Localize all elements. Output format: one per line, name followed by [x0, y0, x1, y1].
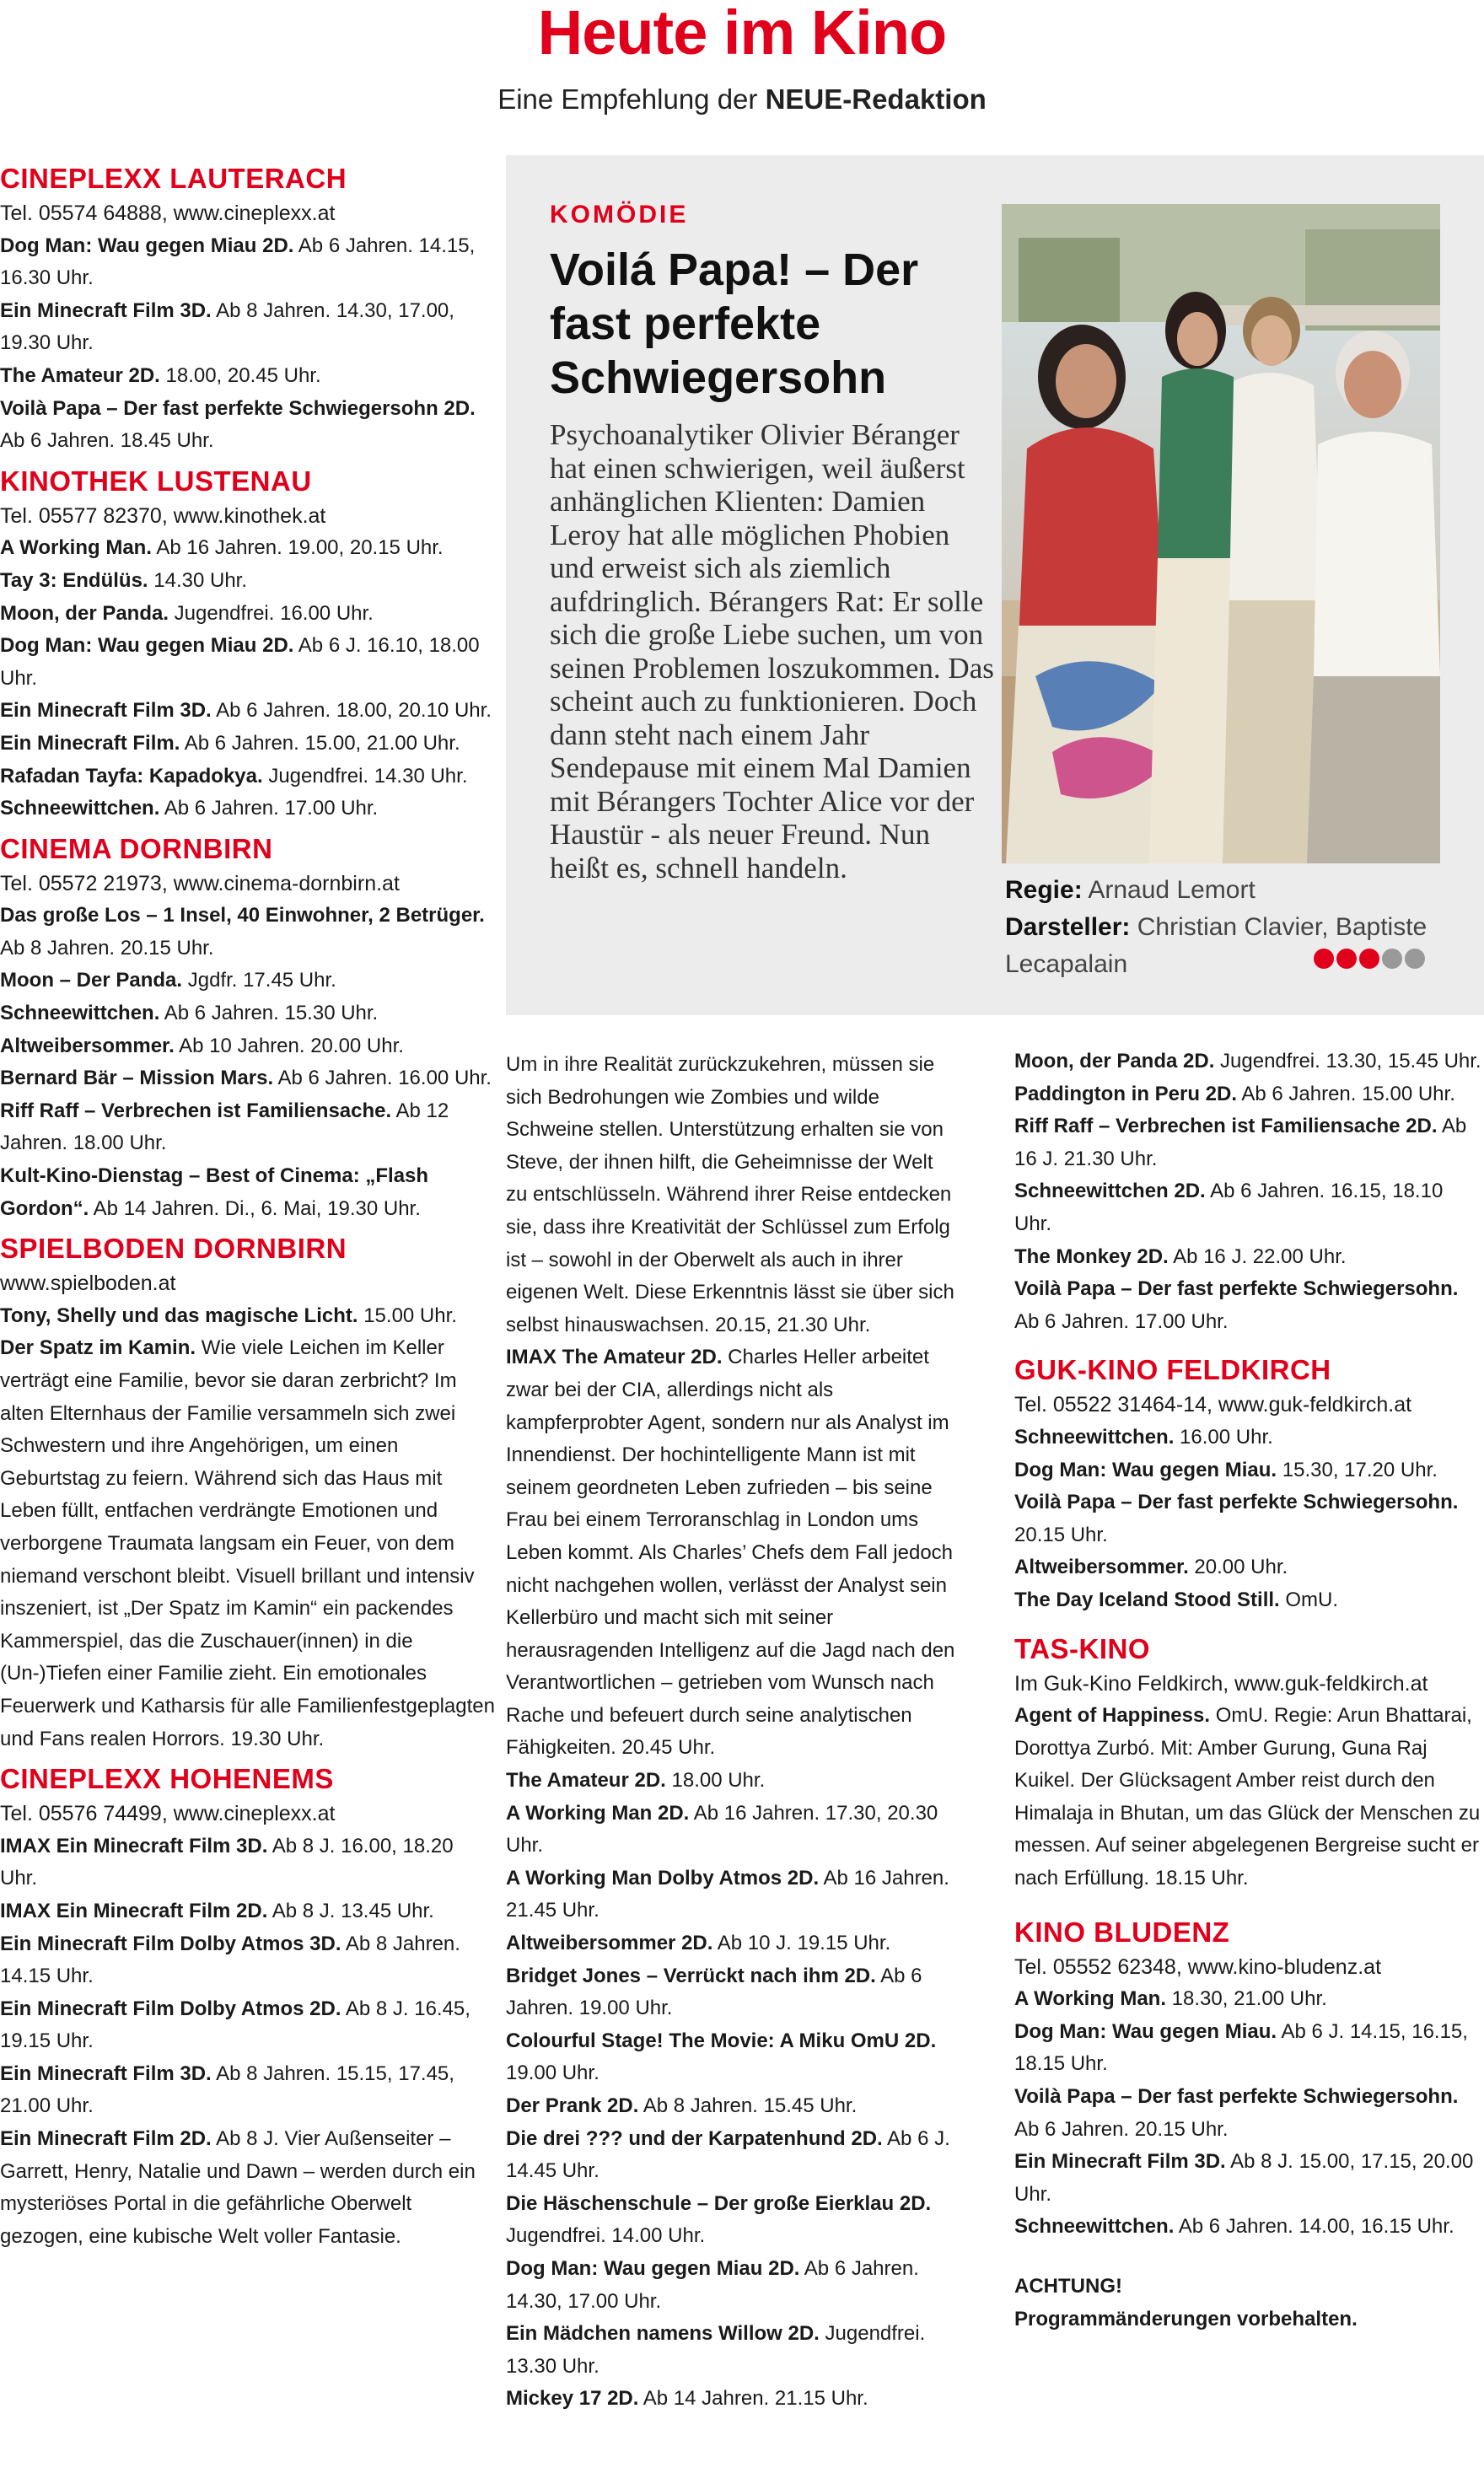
listing-entry — [506, 1798, 955, 1863]
film-details: Ab 16 Jahren. 21.45 Uhr. — [506, 1866, 949, 1922]
feature-synopsis: Psychoanalytiker Olivier Béranger hat einen schwierigen, weil äußerst anhänglichen Klienten: Damien Leroy hat alle möglichen Phobien und erweist sich als ziemlich aufdringlich. Bérangers Rat: Er solle sich die große Liebe suchen, um von seinen Problemen loszukommen. Das scheint auch zu funktionieren. Doch dann steht nach einem Jahr Sendepause mit einem Mal Damien mit Bérangers Tochter Alice vor der Haustür - als neuer Freund. Nun heißt es, schnell handeln. — [550, 418, 994, 884]
film-title: Ein Minecraft Film 3D. — [0, 699, 212, 723]
film-title: IMAX The Amateur 2D. — [506, 1346, 723, 1369]
film-title: Tony, Shelly und das magische Licht. — [0, 1304, 358, 1327]
cinema-contact: Tel. 05572 21973, www.cinema-dornbirn.at — [0, 871, 400, 895]
listing-entry — [0, 630, 496, 695]
listing-entry — [0, 1030, 496, 1063]
cinema-block-cineplexx-hohenems — [0, 1761, 496, 2253]
film-details: 16.00 Uhr. — [1174, 1425, 1273, 1449]
film-title: Dog Man: Wau gegen Miau. — [1014, 2019, 1277, 2043]
film-details: OmU. Regie: Arun Bhattarai, Dorottya Zurbó. Mit: Amber Gurung, Guna Raj Kuikel. Der Glücksagent Amber reist durch den Himalaja in Bhutan, um das Glück der Menschen zu messen. Auf seiner abgelegenen Bergreise sucht er nach Erfüllung. 18.15 Uhr. — [1014, 1704, 1481, 1890]
film-details: Ab 6 Jahren. 19.00 Uhr. — [506, 1964, 922, 2020]
film-title: Riff Raff – Verbrechen ist Familiensache. — [0, 1099, 392, 1122]
cinema-contact: Tel. 05522 31464-14, www.guk-feldkirch.at — [1014, 1393, 1412, 1417]
cinema-name: CINEMA DORNBIRN — [0, 832, 273, 864]
listing-entry — [506, 1927, 955, 1960]
cinema-block-kinothek-lustenau — [0, 463, 496, 825]
film-details: Ab 6 J. 16.10, 18.00 Uhr. — [0, 634, 480, 690]
notice-text: Programmänderungen vorbehalten. — [1014, 2307, 1358, 2330]
listing-entry — [1014, 1175, 1483, 1240]
film-title: The Amateur 2D. — [0, 363, 160, 387]
listing-entry — [1014, 1046, 1483, 1078]
film-details: 14.30 Uhr. — [148, 568, 248, 592]
listing-column-3 — [1014, 1046, 1483, 2336]
film-title: IMAX Ein Minecraft Film 2D. — [0, 1899, 268, 1922]
feature-title: Voilá Papa! – Der fast perfekte Schwiegersohn — [550, 245, 919, 403]
film-title: Ein Minecraft Film. — [0, 731, 180, 755]
film-details: Ab 8 J. Vier Außenseiter – Garrett, Henry, Natalie und Dawn – werden durch ein mysteriöses Portal in die gefährliche Oberwelt gezogen, eine kubische Welt voller Fantasie. — [0, 2127, 476, 2248]
film-title: Altweibersommer. — [0, 1034, 175, 1057]
film-details: Ab 6 Jahren. 14.00, 16.15 Uhr. — [1174, 2215, 1454, 2239]
notice-block — [1014, 2271, 1483, 2336]
film-details: Jugendfrei. 14.00 Uhr. — [506, 2224, 706, 2248]
listing-entry — [0, 1062, 496, 1095]
film-title: Der Prank 2D. — [506, 2094, 639, 2117]
film-title: Bernard Bär – Mission Mars. — [0, 1067, 274, 1090]
listing-entry — [506, 1960, 955, 2025]
cinema-contact: Tel. 05552 62348, www.kino-bludenz.at — [1014, 1954, 1382, 1979]
cinema-block-cineplexx-lauterach — [0, 160, 496, 458]
film-details: Jugendfrei. 13.30, 15.45 Uhr. — [1214, 1050, 1481, 1072]
film-details: Ab 8 J. 16.00, 18.20 Uhr. — [0, 1834, 454, 1890]
listing-entry — [506, 2123, 955, 2188]
film-title: Paddington in Peru 2D. — [1014, 1082, 1238, 1105]
director-name: Arnaud Lemort — [1082, 876, 1255, 904]
listing-continuation: Um in ihre Realität zurückzukehren, müssen sie sich Bedrohungen wie Zombies und wilde Schweine stellen. Unterstützung erhalten sie von Steve, der ihnen hilft, die Geheimnisse der Welt zu entschlüsseln. Während ihrer Reise entdecken sie, dass ihre Kreativität der Schlüssel zum Erfolg ist – sowohl in der Oberwelt als auch in ihrer eigenen Welt. Diese Erkenntnis lässt sie über sich selbst hinauswachsen. 20.15, 21.30 Uhr. — [506, 1053, 954, 1336]
film-details: Ab 12 Jahren. 18.00 Uhr. — [0, 1099, 449, 1155]
film-title: Dog Man: Wau gegen Miau 2D. — [0, 634, 294, 658]
film-details: Charles Heller arbeitet zwar bei der CIA, allerdings nicht als kampferprobter Agent, sondern nur als Analyst im Innendienst. Der hochintelligente Mann ist mit seinem geordneten Leben zufrieden – bis seine Frau bei einem Terroranschlag in London ums Leben kommt. Als Charles’ Chefs dem Fall jedoch nicht nachgehen wollen, verlässt der Analyst sein Kellerbüro und macht sich mit seiner herausragenden Intelligenz auf die Jagd nach den Verantwortlichen – getrieben vom Wunsch nach Rache und befeuert durch seine analytischen Fähigkeiten. 20.45 Uhr. — [506, 1346, 955, 1760]
listing-entry — [506, 2253, 955, 2318]
cast-label: Darsteller: — [1005, 913, 1131, 941]
film-details: Ab 6 Jahren. 18.45 Uhr. — [0, 429, 214, 453]
listing-entry — [1014, 1700, 1483, 1895]
film-title: IMAX Ein Minecraft Film 3D. — [0, 1834, 268, 1857]
cinema-contact: www.spielboden.at — [0, 1271, 176, 1296]
film-still-photo — [1002, 204, 1440, 863]
film-details: 20.15 Uhr. — [1014, 1523, 1108, 1546]
listing-entry — [1014, 1273, 1483, 1338]
rating-dots — [1314, 949, 1428, 974]
cinema-block-tas-kino — [1014, 1631, 1483, 1895]
cinema-name: CINEPLEXX HOHENEMS — [0, 1763, 334, 1795]
film-details: Ab 6 Jahren. 15.30 Uhr. — [159, 1002, 379, 1025]
listing-entry — [1014, 1983, 1483, 2016]
rating-dot-filled — [1314, 949, 1334, 969]
film-details: Ab 8 J. 16.45, 19.15 Uhr. — [0, 1997, 470, 2053]
film-title: Altweibersommer 2D. — [506, 1932, 713, 1955]
film-details: Ab 8 Jahren. 14.30, 17.00, 19.30 Uhr. — [0, 298, 454, 355]
film-title: Dog Man: Wau gegen Miau. — [1014, 1458, 1277, 1481]
listing-entry — [506, 2090, 955, 2123]
film-details: Ab 14 Jahren. 21.15 Uhr. — [638, 2387, 868, 2411]
film-title: Bridget Jones – Verrückt nach ihm 2D. — [506, 1964, 876, 1987]
film-details: Ab 8 J. 13.45 Uhr. — [267, 1899, 434, 1922]
listing-entry — [0, 360, 496, 393]
film-details: 15.00 Uhr. — [358, 1304, 457, 1327]
film-details: Ab 6 Jahren. 16.00 Uhr. — [273, 1067, 492, 1090]
listing-entry — [1014, 2081, 1483, 2146]
listing-entry — [1014, 1422, 1483, 1454]
listing-entry — [506, 2025, 955, 2090]
listing-entry — [506, 2318, 955, 2383]
film-details: Ab 6 Jahren. 16.15, 18.10 Uhr. — [1014, 1180, 1444, 1235]
rating-dot-empty — [1382, 949, 1402, 969]
listing-entry — [0, 1160, 496, 1225]
film-details: Ab 16 Jahren. 17.30, 20.30 Uhr. — [506, 1801, 938, 1857]
listing-entry — [0, 997, 496, 1030]
film-details: Ab 8 Jahren. 20.15 Uhr. — [0, 936, 214, 960]
listing-entry — [1014, 1110, 1483, 1175]
film-details: Ab 16 Jahren. 19.00, 20.15 Uhr. — [152, 536, 444, 560]
listing-entry — [0, 295, 496, 360]
listing-entry — [0, 728, 496, 761]
rating-dot-filled — [1359, 949, 1379, 969]
film-details: 19.00 Uhr. — [506, 2062, 600, 2085]
film-title: Voilà Papa – Der fast perfekte Schwiegersohn. — [1014, 2085, 1459, 2109]
cinema-block-cinema-dornbirn — [0, 831, 496, 1226]
film-title: Kult-Kino-Dienstag – Best of Cinema: „Flash Gordon“. — [0, 1164, 429, 1220]
film-title: Voilà Papa – Der fast perfekte Schwiegersohn 2D. — [0, 396, 476, 420]
listing-entry — [0, 1993, 496, 2058]
film-title: Die drei ??? und der Karpatenhund 2D. — [506, 2126, 883, 2150]
film-details: Ab 6 Jahren. 20.15 Uhr. — [1014, 2117, 1229, 2141]
film-details: Wie viele Leichen im Keller verträgt eine Familie, bevor sie daran zerbricht? Im alten Elternhaus der Familie versammeln sich zwei Schwestern und ihre Angehörigen, um einen Geburtstag zu feiern. Während sich das Haus mit Leben füllt, entfachen verdrängte Emotionen und verborgene Traumata langsam ein Feuer, von dem niemand verschont bleibt. Visuell brillant und intensiv inszeniert, ist „Der Spatz im Kamin“ ein packendes Kammerspiel, das die Zuschauer(innen) in die (Un-)Tiefen einer Familie zieht. Ein emotionales Feuerwerk und Katharsis für alle Familienfestgeplagten und Fans realen Horrors. 19.30 Uhr. — [0, 1336, 495, 1750]
listing-entry — [0, 965, 496, 997]
film-title: The Day Iceland Stood Still. — [1014, 1588, 1280, 1611]
listing-entry — [0, 532, 496, 565]
cinema-contact: Im Guk-Kino Feldkirch, www.guk-feldkirch.at — [1014, 1671, 1428, 1696]
listing-entry — [0, 1895, 496, 1928]
listing-entry — [1014, 1584, 1483, 1617]
film-details: Ab 16 J. 21.30 Uhr. — [1014, 1115, 1467, 1170]
cinema-name: KINO BLUDENZ — [1014, 1916, 1230, 1948]
film-details: 18.30, 21.00 Uhr. — [1166, 1987, 1327, 2011]
film-details: Ab 16 J. 22.00 Uhr. — [1168, 1244, 1347, 1268]
subtitle-brand: NEUE-Redaktion — [765, 83, 987, 115]
listing-entry — [1014, 2016, 1483, 2081]
film-details: Ab 6 Jahren. 14.15, 16.30 Uhr. — [0, 234, 476, 290]
film-details: Ab 10 Jahren. 20.00 Uhr. — [174, 1034, 404, 1057]
film-title: Die Häschenschule – Der große Eierklau 2D. — [506, 2191, 932, 2215]
listing-entry — [0, 2123, 496, 2253]
listing-entry — [1014, 1078, 1483, 1111]
listing-entry — [1014, 1241, 1483, 1274]
film-details: Ab 8 Jahren. 15.15, 17.45, 21.00 Uhr. — [0, 2062, 454, 2118]
film-title: A Working Man. — [1014, 1987, 1166, 2011]
film-details: Ab 6 Jahren. 15.00 Uhr. — [1237, 1082, 1455, 1105]
film-title: Altweibersommer. — [1014, 1556, 1189, 1579]
film-title: Dog Man: Wau gegen Miau 2D. — [506, 2256, 800, 2280]
listing-entry — [0, 1332, 496, 1755]
film-details: 18.00, 20.45 Uhr. — [159, 363, 321, 387]
film-title: Riff Raff – Verbrechen ist Familiensache 2D. — [1014, 1115, 1438, 1138]
film-title: Dog Man: Wau gegen Miau 2D. — [0, 234, 294, 257]
film-details: Ab 8 J. 15.00, 17.15, 20.00 Uhr. — [1014, 2150, 1474, 2206]
film-details: 18.00 Uhr. — [665, 1769, 766, 1793]
film-details: Jugendfrei. 16.00 Uhr. — [169, 601, 374, 625]
film-details: OmU. — [1279, 1588, 1339, 1611]
listing-entry — [506, 1765, 955, 1798]
listing-entry — [1014, 2211, 1483, 2244]
page-subtitle — [0, 83, 1484, 116]
film-title: Schneewittchen. — [0, 797, 160, 820]
film-title: Voilà Papa – Der fast perfekte Schwiegersohn. — [1014, 1491, 1459, 1514]
film-details: Ab 6 Jahren. 17.00 Uhr. — [1014, 1309, 1229, 1333]
film-title: Moon – Der Panda. — [0, 969, 183, 992]
director-label: Regie: — [1005, 876, 1083, 904]
cinema-name: GUK-KINO FELDKIRCH — [1014, 1354, 1331, 1386]
film-details: Ab 6 Jahren. 15.00, 21.00 Uhr. — [180, 731, 460, 755]
listing-entry — [0, 1830, 496, 1895]
page-title: Heute im Kino — [537, 0, 947, 67]
film-details: Jugendfrei. 13.30 Uhr. — [506, 2322, 926, 2378]
film-still-illustration — [1002, 204, 1440, 863]
listing-entry — [506, 2383, 955, 2416]
film-details: Jugendfrei. 14.30 Uhr. — [262, 764, 468, 788]
film-details: Ab 6 Jahren. 18.00, 20.10 Uhr. — [211, 699, 492, 723]
listing-entry — [506, 1863, 955, 1927]
listing-column-2 — [506, 1049, 955, 2416]
listing-entry — [0, 1095, 496, 1160]
film-title: Mickey 17 2D. — [506, 2387, 639, 2411]
cinema-contact: Tel. 05574 64888, www.cineplexx.at — [0, 202, 336, 225]
film-title: Schneewittchen. — [0, 1002, 160, 1025]
film-details: Ab 6 Jahren. 17.00 Uhr. — [159, 797, 379, 820]
film-details: Ab 6 J. 14.45 Uhr. — [506, 2126, 950, 2183]
listing-entry — [506, 1341, 955, 1765]
film-title: Voilà Papa – Der fast perfekte Schwiegersohn. — [1014, 1277, 1459, 1301]
film-title: Ein Minecraft Film Dolby Atmos 3D. — [0, 1932, 341, 1955]
film-details: Ab 8 Jahren. 14.15 Uhr. — [0, 1932, 460, 1988]
film-details: 20.00 Uhr. — [1188, 1556, 1288, 1579]
listing-column-1 — [0, 155, 496, 2253]
film-details: Jgdfr. 17.45 Uhr. — [182, 969, 336, 992]
listing-entry — [0, 565, 496, 598]
film-title: Ein Minecraft Film 3D. — [0, 2062, 212, 2085]
cinema-name: CINEPLEXX LAUTERACH — [0, 163, 347, 194]
film-title: The Monkey 2D. — [1014, 1244, 1169, 1268]
film-title: Ein Mädchen namens Willow 2D. — [506, 2322, 820, 2346]
film-details: Ab 10 J. 19.15 Uhr. — [712, 1932, 891, 1955]
film-details: Ab 14 Jahren. Di., 6. Mai, 19.30 Uhr. — [89, 1196, 421, 1220]
subtitle-prefix: Eine Empfehlung der — [497, 83, 766, 115]
film-title: The Amateur 2D. — [506, 1769, 666, 1793]
cinema-block-spielboden-dornbirn — [0, 1230, 496, 1755]
listing-entry — [1014, 1551, 1483, 1584]
film-details: Ab 8 Jahren. 15.45 Uhr. — [638, 2094, 858, 2117]
film-details: Ab 6 Jahren. 14.30, 17.00 Uhr. — [506, 2256, 919, 2313]
film-title: Tay 3: Endülüs. — [0, 568, 148, 592]
rating-dot-empty — [1405, 949, 1425, 969]
listing-entry — [1014, 1486, 1483, 1551]
listing-entry — [506, 2188, 955, 2253]
listing-entry — [1014, 2146, 1483, 2211]
film-title: Colourful Stage! The Movie: A Miku OmU 2D. — [506, 2029, 937, 2052]
film-title: Rafadan Tayfa: Kapadokya. — [0, 764, 263, 788]
film-recommendation-box — [506, 155, 1484, 1015]
listing-entry — [0, 900, 496, 965]
film-title: Agent of Happiness. — [1014, 1704, 1211, 1728]
cinema-name: TAS-KINO — [1014, 1632, 1151, 1664]
film-title: Das große Los – 1 Insel, 40 Einwohner, 2 Betrüger. — [0, 904, 485, 927]
film-title: Schneewittchen 2D. — [1014, 1180, 1206, 1203]
director-line — [1005, 872, 1444, 909]
listing-entry — [0, 1928, 496, 1993]
film-title: A Working Man. — [0, 536, 152, 560]
cinema-block-guk-kino-feldkirch — [1014, 1352, 1483, 1616]
film-title: Moon, der Panda. — [0, 601, 169, 625]
listing-entry — [1014, 1454, 1483, 1487]
cinema-contact: Tel. 05577 82370, www.kinothek.at — [0, 503, 326, 528]
film-title: Ein Minecraft Film 3D. — [1014, 2150, 1226, 2174]
cinema-name: SPIELBODEN DORNBIRN — [0, 1233, 347, 1265]
film-title: A Working Man Dolby Atmos 2D. — [506, 1866, 820, 1890]
listing-entry — [0, 2058, 496, 2123]
listing-entry — [0, 793, 496, 825]
listing-entry — [0, 598, 496, 631]
cinema-block-kino-bludenz — [1014, 1914, 1483, 2244]
listing-entry — [0, 230, 496, 295]
film-title: A Working Man 2D. — [506, 1801, 690, 1825]
cinema-contact: Tel. 05576 74499, www.cineplexx.at — [0, 1802, 336, 1826]
film-title: Ein Minecraft Film 3D. — [0, 298, 212, 322]
cast-names: Christian Clavier, Baptiste Lecapalain — [1005, 913, 1428, 978]
listing-entry — [0, 393, 496, 458]
listing-entry — [0, 761, 496, 793]
film-details: Ab 6 J. 14.15, 16.15, 18.15 Uhr. — [1014, 2019, 1468, 2076]
rating-dot-filled — [1336, 949, 1357, 969]
listing-entry — [0, 695, 496, 728]
film-title: Schneewittchen. — [1014, 1425, 1175, 1449]
feature-genre: KOMÖDIE — [550, 201, 689, 228]
listing-entry — [0, 1300, 496, 1333]
film-title: Der Spatz im Kamin. — [0, 1336, 196, 1360]
film-title: Ein Minecraft Film Dolby Atmos 2D. — [0, 1997, 341, 2020]
film-title: Ein Minecraft Film 2D. — [0, 2127, 212, 2151]
notice-title: ACHTUNG! — [1014, 2275, 1122, 2298]
film-title: Moon, der Panda 2D. — [1014, 1050, 1215, 1072]
cinema-name: KINOTHEK LUSTENAU — [0, 465, 312, 497]
film-title: Schneewittchen. — [1014, 2215, 1175, 2239]
film-details: 15.30, 17.20 Uhr. — [1277, 1458, 1438, 1481]
